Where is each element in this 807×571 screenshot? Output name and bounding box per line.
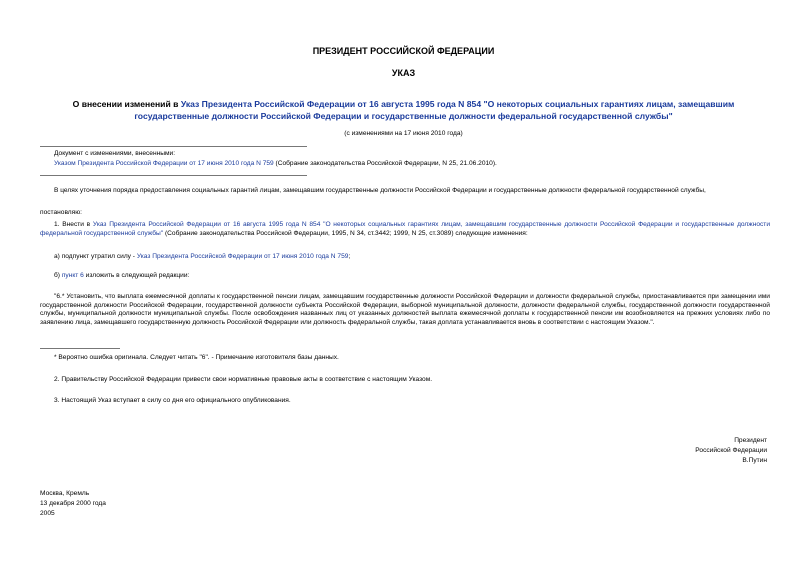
subitem-a-prefix: а) подпункт утратил силу -: [54, 253, 137, 260]
subitem-b-prefix: б): [54, 272, 62, 279]
amendment-label: Документ с изменениями, внесенными:: [54, 150, 176, 157]
item-2: 2. Правительству Российской Федерации привести свои нормативные правовые акты в соответствие с настоящим Указом.: [54, 376, 433, 383]
subitem-a-suffix: ;: [348, 253, 351, 260]
item-1-prefix: 1. Внести в: [54, 221, 93, 228]
amendment-link[interactable]: Указом Президента Российской Федерации от 17 июня 2010 года N 759: [54, 160, 274, 167]
divider-bottom: [40, 175, 307, 176]
revision-note: (с изменениями на 17 июня 2010 года): [344, 130, 463, 137]
signature-title: Президент: [734, 437, 767, 444]
signature-country: Российской Федерации: [695, 447, 767, 454]
place: Москва, Кремль: [40, 490, 90, 497]
date: 13 декабря 2000 года: [40, 500, 106, 507]
title-prefix: О внесении изменений в: [72, 99, 181, 109]
title-link[interactable]: Указ Президента Российской Федерации от 16 августа 1995 года N 854 "О некоторых социальных гарантиях лицам, замещавшим государственные должности Российской Федерации и государственные должности федеральной государственной службы": [134, 99, 735, 121]
item-1-suffix: (Собрание законодательства Российской Федерации, 1995, N 34, ст.3442; 1999, N 25, ст.3089) следующие изменения:: [163, 229, 528, 237]
subitem-b-suffix: изложить в следующей редакции:: [83, 272, 190, 279]
document-title: [40, 99, 767, 122]
item-3: 3. Настоящий Указ вступает в силу со дня его официального опубликования.: [54, 397, 291, 404]
document-number: 2005: [40, 510, 55, 517]
amendment-source: [54, 160, 774, 169]
footnote-divider: [40, 348, 120, 349]
amendment-publication: (Собрание законодательства Российской Федерации, N 25, 21.06.2010).: [273, 160, 497, 167]
subitem-b-link[interactable]: пункт 6: [61, 272, 84, 279]
subitem-a-link[interactable]: Указ Президента Российской Федерации от 17 июня 2010 года N 759: [136, 253, 349, 260]
subitem-a: [40, 253, 770, 262]
resolve-word: постановляю:: [40, 209, 83, 216]
quoted-paragraph: "6.* Установить, что выплата ежемесячной доплаты к государственной пенсии лицам, замещавшим государственные должности Российской Федерации и должности федеральной службы, приостанавливается при замещении ими государственной должности Российской Федерации, государственной должности субъекта Российской Федерации, выборной муниципальной должности, должности федеральной службы, государственной должности государственной службы, муниципальной должности муниципальной службы. После освобождения названных лиц от указанных должностей выплата ежемесячной доплаты к государственной пенсии им возобновляется на прежних условиях либо по заявлению лица, замещавшего государственную должность Российской Федерации или должность федеральной службы, такая доплата устанавливается вновь в соответствии с настоящим Указом.".: [40, 293, 770, 326]
preamble: В целях уточнения порядка предоставления социальных гарантий лицам, замещавшим государственные должности Российской Федерации и государственные должности федеральной государственной службы,: [54, 187, 706, 194]
document-type-heading: УКАЗ: [391, 68, 416, 78]
signature-name: В.Путин: [742, 457, 767, 464]
divider-top: [40, 146, 307, 147]
subitem-b: [40, 272, 770, 281]
item-1-link[interactable]: Указ Президента Российской Федерации от 16 августа 1995 года N 854 "О некоторых социальных гарантиях лицам, замещавшим государственные должности Российской Федерации и государственные должности федеральной государственной службы": [40, 221, 770, 237]
issuer-heading: ПРЕЗИДЕНТ РОССИЙСКОЙ ФЕДЕРАЦИИ: [312, 46, 495, 56]
footnote: * Вероятно ошибка оригинала. Следует читать "6". - Примечание изготовителя базы данных.: [54, 354, 339, 361]
item-1: [40, 221, 770, 238]
